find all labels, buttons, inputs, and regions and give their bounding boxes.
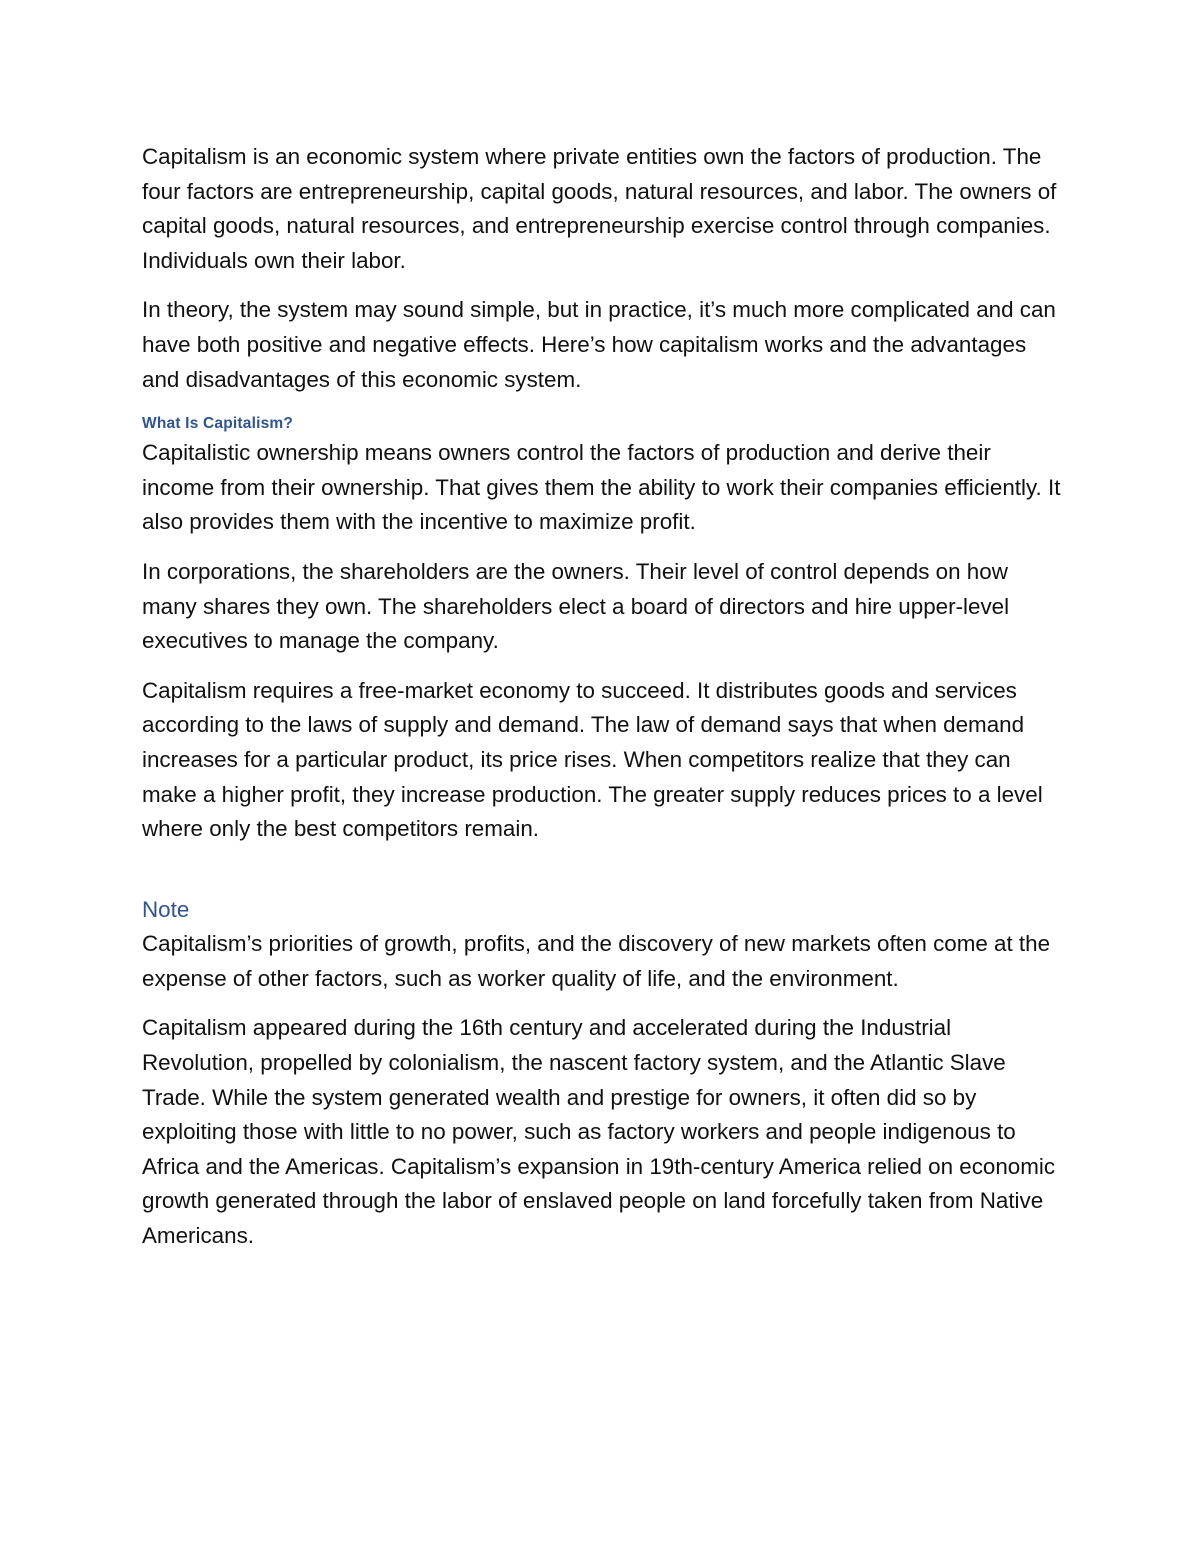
intro-paragraph-1: Capitalism is an economic system where private entities own the factors of production. The four factors are entrepreneurship, capital goods, natural resources, and labor. The owners of capital goods, natural resources, and entrepreneurship exercise control through companies. Individuals own their labor. (142, 144, 1057, 273)
section-paragraph-2: In corporations, the shareholders are the owners. Their level of control depends on how many shares they own. The shareholders elect a board of directors and hire upper-level executives to manage the company. (142, 558, 1010, 654)
section-paragraph-1: Capitalistic ownership means owners control the factors of production and derive their income from their ownership. That gives them the ability to work their companies efficiently. It also provides them with the incentive to maximize profit. (142, 440, 1061, 535)
section-heading-what-is-capitalism: What Is Capitalism? (142, 415, 294, 433)
note-paragraph-2: Capitalism appeared during the 16th century and accelerated during the Industrial Revolution, propelled by colonialism, the nascent factory system, and the Atlantic Slave Trade. While the system generated wealth and prestige for owners, it often did so by exploiting those with little to no power, such as factory workers and people indigenous to Africa and the Americas. Capitalism’s expansion in 19th-century America relied on economic growth generated through the labor of enslaved people on land forcefully taken from Native Americans. (142, 1015, 1056, 1249)
note-heading: Note (142, 896, 190, 922)
section-paragraph-3: Capitalism requires a free-market economy to succeed. It distributes goods and services according to the laws of supply and demand. The law of demand says that when demand increases for a particular product, its price rises. When competitors realize that they can make a higher profit, they increase production. The greater supply reduces prices to a level where only the best competitors remain. (142, 677, 1043, 842)
note-paragraph-1: Capitalism’s priorities of growth, profits, and the discovery of new markets often come at the expense of other factors, such as worker quality of life, and the environment. (142, 931, 1051, 991)
intro-paragraph-2: In theory, the system may sound simple, but in practice, it’s much more complicated and can have both positive and negative effects. Here’s how capitalism works and the advantages and disadvantages of this economic system. (142, 297, 1056, 392)
document-body (142, 140, 1064, 1269)
